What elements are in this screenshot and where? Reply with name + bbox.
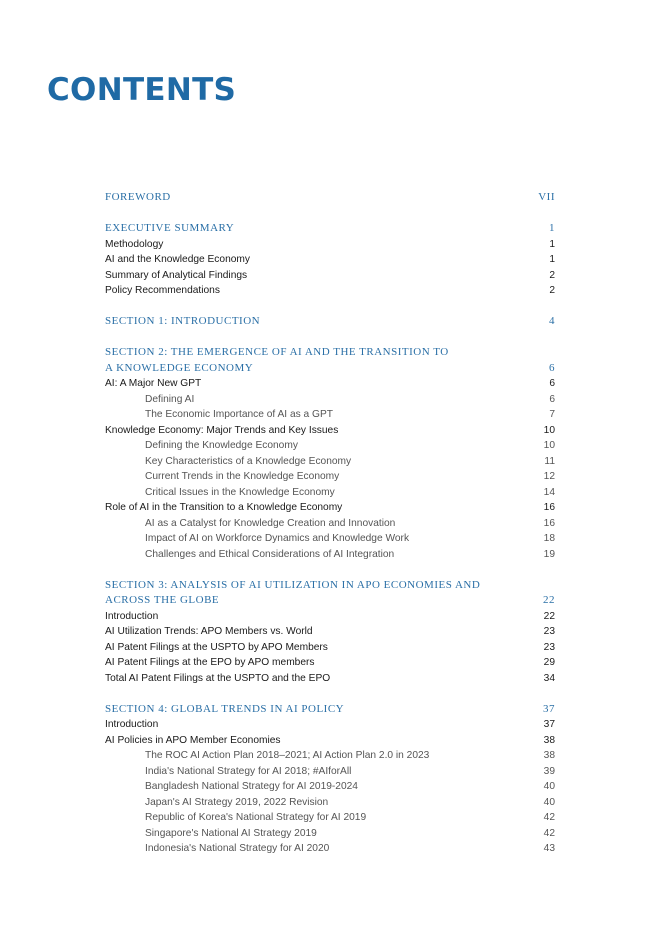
toc-entry[interactable]	[105, 795, 555, 811]
toc-entry-page: 1	[549, 222, 555, 234]
toc-entry[interactable]	[105, 190, 555, 206]
toc-entry[interactable]	[105, 423, 555, 439]
toc-entry[interactable]	[105, 438, 555, 454]
toc-entry[interactable]	[105, 268, 555, 284]
toc-entry-page: 29	[543, 657, 555, 668]
toc-entry-page: 22	[543, 594, 555, 606]
toc-entry-title: Knowledge Economy: Major Trends and Key Issues	[105, 424, 339, 436]
table-of-contents	[105, 190, 555, 857]
toc-entry[interactable]	[105, 826, 555, 842]
toc-entry-title: SECTION 3: ANALYSIS OF AI UTILIZATION IN APO ECONOMIES AND	[105, 578, 481, 591]
toc-entry-title: SECTION 1: INTRODUCTION	[105, 315, 261, 327]
toc-entry-page: 7	[549, 409, 555, 420]
toc-entry-page: 16	[543, 517, 555, 529]
toc-entry-title: Defining the Knowledge Economy	[145, 440, 298, 451]
toc-entry-page: 42	[543, 812, 555, 823]
toc-entry[interactable]	[105, 779, 555, 795]
toc-entry-title: AI Patent Filings at the EPO by APO members	[105, 657, 315, 668]
toc-entry-title: Critical Issues in the Knowledge Economy	[145, 486, 335, 498]
toc-entry-page: 2	[549, 269, 555, 281]
toc-entry-page: 22	[543, 610, 555, 622]
toc-entry[interactable]	[105, 485, 555, 501]
toc-entry[interactable]	[105, 376, 555, 392]
toc-entry[interactable]	[105, 702, 555, 718]
toc-entry-page: 42	[543, 827, 555, 839]
toc-entry-page: 23	[543, 626, 555, 637]
toc-entry-page: 19	[543, 548, 555, 560]
toc-entry[interactable]	[105, 841, 555, 857]
toc-entry-title: AI as a Catalyst for Knowledge Creation and Innovation	[145, 517, 396, 529]
toc-entry[interactable]	[105, 733, 555, 749]
toc-entry-page: 16	[543, 502, 555, 513]
toc-entry-page: 18	[543, 533, 555, 544]
toc-entry-page: 4	[549, 315, 555, 327]
toc-entry-page: 12	[543, 471, 555, 482]
toc-entry-page: 37	[543, 702, 555, 715]
toc-entry[interactable]	[105, 407, 555, 423]
toc-entry-title: The ROC AI Action Plan 2018–2021; AI Action Plan 2.0 in 2023	[145, 750, 430, 761]
toc-entry-title: Challenges and Ethical Considerations of AI Integration	[145, 548, 395, 560]
toc-entry[interactable]	[105, 516, 555, 532]
toc-entry[interactable]	[105, 671, 555, 687]
toc-entry[interactable]	[105, 314, 555, 330]
toc-entry-title: ACROSS THE GLOBE	[105, 594, 220, 606]
toc-entry-title: Bangladesh National Strategy for AI 2019-2024	[145, 781, 358, 792]
toc-entry-page: 43	[543, 843, 555, 854]
toc-entry-title: Singapore's National AI Strategy 2019	[145, 827, 317, 839]
toc-entry-title: Japan's AI Strategy 2019, 2022 Revision	[145, 796, 329, 808]
toc-entry-page: 37	[543, 719, 555, 730]
toc-entry-title: AI: A Major New GPT	[105, 378, 202, 389]
toc-entry-page: 10	[543, 440, 555, 451]
toc-entry[interactable]	[105, 252, 555, 268]
toc-entry-title: AI and the Knowledge Economy	[105, 254, 250, 265]
toc-entry[interactable]	[105, 237, 555, 253]
toc-entry-page: 1	[549, 254, 555, 265]
toc-entry-page: 6	[549, 378, 555, 389]
toc-entry-page: 38	[543, 734, 555, 746]
toc-entry-title: Role of AI in the Transition to a Knowledge Economy	[105, 502, 343, 513]
toc-entry[interactable]	[105, 531, 555, 547]
toc-entry[interactable]	[105, 392, 555, 408]
toc-entry-title: SECTION 4: GLOBAL TRENDS IN AI POLICY	[105, 702, 345, 715]
toc-entry[interactable]	[105, 640, 555, 656]
toc-entry[interactable]	[105, 469, 555, 485]
toc-entry-page: 14	[543, 486, 555, 498]
toc-entry[interactable]	[105, 609, 555, 625]
page-title: CONTENTS	[47, 72, 237, 108]
toc-entry-page: 34	[543, 672, 555, 684]
toc-entry-title: Total AI Patent Filings at the USPTO and the EPO	[105, 672, 331, 684]
toc-entry[interactable]	[105, 624, 555, 640]
toc-entry-page: 40	[543, 781, 555, 792]
toc-entry[interactable]	[105, 361, 555, 377]
toc-entry-title: India's National Strategy for AI 2018; #AIforAll	[145, 765, 352, 777]
toc-entry-title: The Economic Importance of AI as a GPT	[145, 409, 333, 420]
toc-entry[interactable]	[105, 283, 555, 299]
toc-entry[interactable]	[105, 764, 555, 780]
toc-entry-title: Key Characteristics of a Knowledge Economy	[145, 455, 352, 467]
toc-entry-page: 6	[549, 393, 555, 405]
toc-entry[interactable]	[105, 717, 555, 733]
toc-entry-page: VII	[538, 191, 555, 203]
toc-entry-title: Indonesia's National Strategy for AI 2020	[145, 843, 330, 854]
toc-entry-page: 2	[549, 285, 555, 296]
toc-entry-page: 10	[543, 424, 555, 436]
toc-entry-title: A KNOWLEDGE ECONOMY	[105, 361, 254, 374]
toc-entry[interactable]	[105, 655, 555, 671]
toc-entry-title: AI Policies in APO Member Economies	[105, 734, 281, 746]
toc-entry[interactable]	[105, 748, 555, 764]
toc-entry[interactable]	[105, 578, 555, 594]
toc-entry-title: Summary of Analytical Findings	[105, 269, 248, 281]
toc-entry-title: SECTION 2: THE EMERGENCE OF AI AND THE TRANSITION TO	[105, 346, 449, 358]
toc-entry-page: 1	[549, 238, 555, 250]
toc-entry[interactable]	[105, 810, 555, 826]
toc-entry-page: 40	[543, 796, 555, 808]
toc-entry-title: AI Patent Filings at the USPTO by APO Members	[105, 641, 328, 653]
toc-entry[interactable]	[105, 345, 555, 361]
toc-entry-title: Introduction	[105, 610, 159, 622]
toc-entry-page: 6	[549, 361, 555, 374]
toc-entry-page: 23	[543, 641, 555, 653]
toc-entry-page: 38	[543, 750, 555, 761]
toc-entry[interactable]	[105, 500, 555, 516]
toc-entry[interactable]	[105, 454, 555, 470]
toc-entry-title: Methodology	[105, 238, 164, 250]
toc-entry-page: 39	[543, 765, 555, 777]
toc-entry[interactable]	[105, 221, 555, 237]
toc-entry-title: Policy Recommendations	[105, 285, 220, 296]
toc-entry-title: EXECUTIVE SUMMARY	[105, 222, 235, 234]
toc-entry-title: FOREWORD	[105, 191, 171, 203]
toc-entry-title: Introduction	[105, 719, 159, 730]
toc-entry-title: Defining AI	[145, 393, 195, 405]
toc-entry-title: Republic of Korea's National Strategy for AI 2019	[145, 812, 367, 823]
toc-entry[interactable]	[105, 593, 555, 609]
toc-entry-page: 11	[544, 455, 555, 467]
toc-entry-title: Impact of AI on Workforce Dynamics and Knowledge Work	[145, 533, 410, 544]
toc-entry[interactable]	[105, 547, 555, 563]
toc-entry-title: Current Trends in the Knowledge Economy	[145, 471, 340, 482]
toc-entry-title: AI Utilization Trends: APO Members vs. World	[105, 626, 313, 637]
